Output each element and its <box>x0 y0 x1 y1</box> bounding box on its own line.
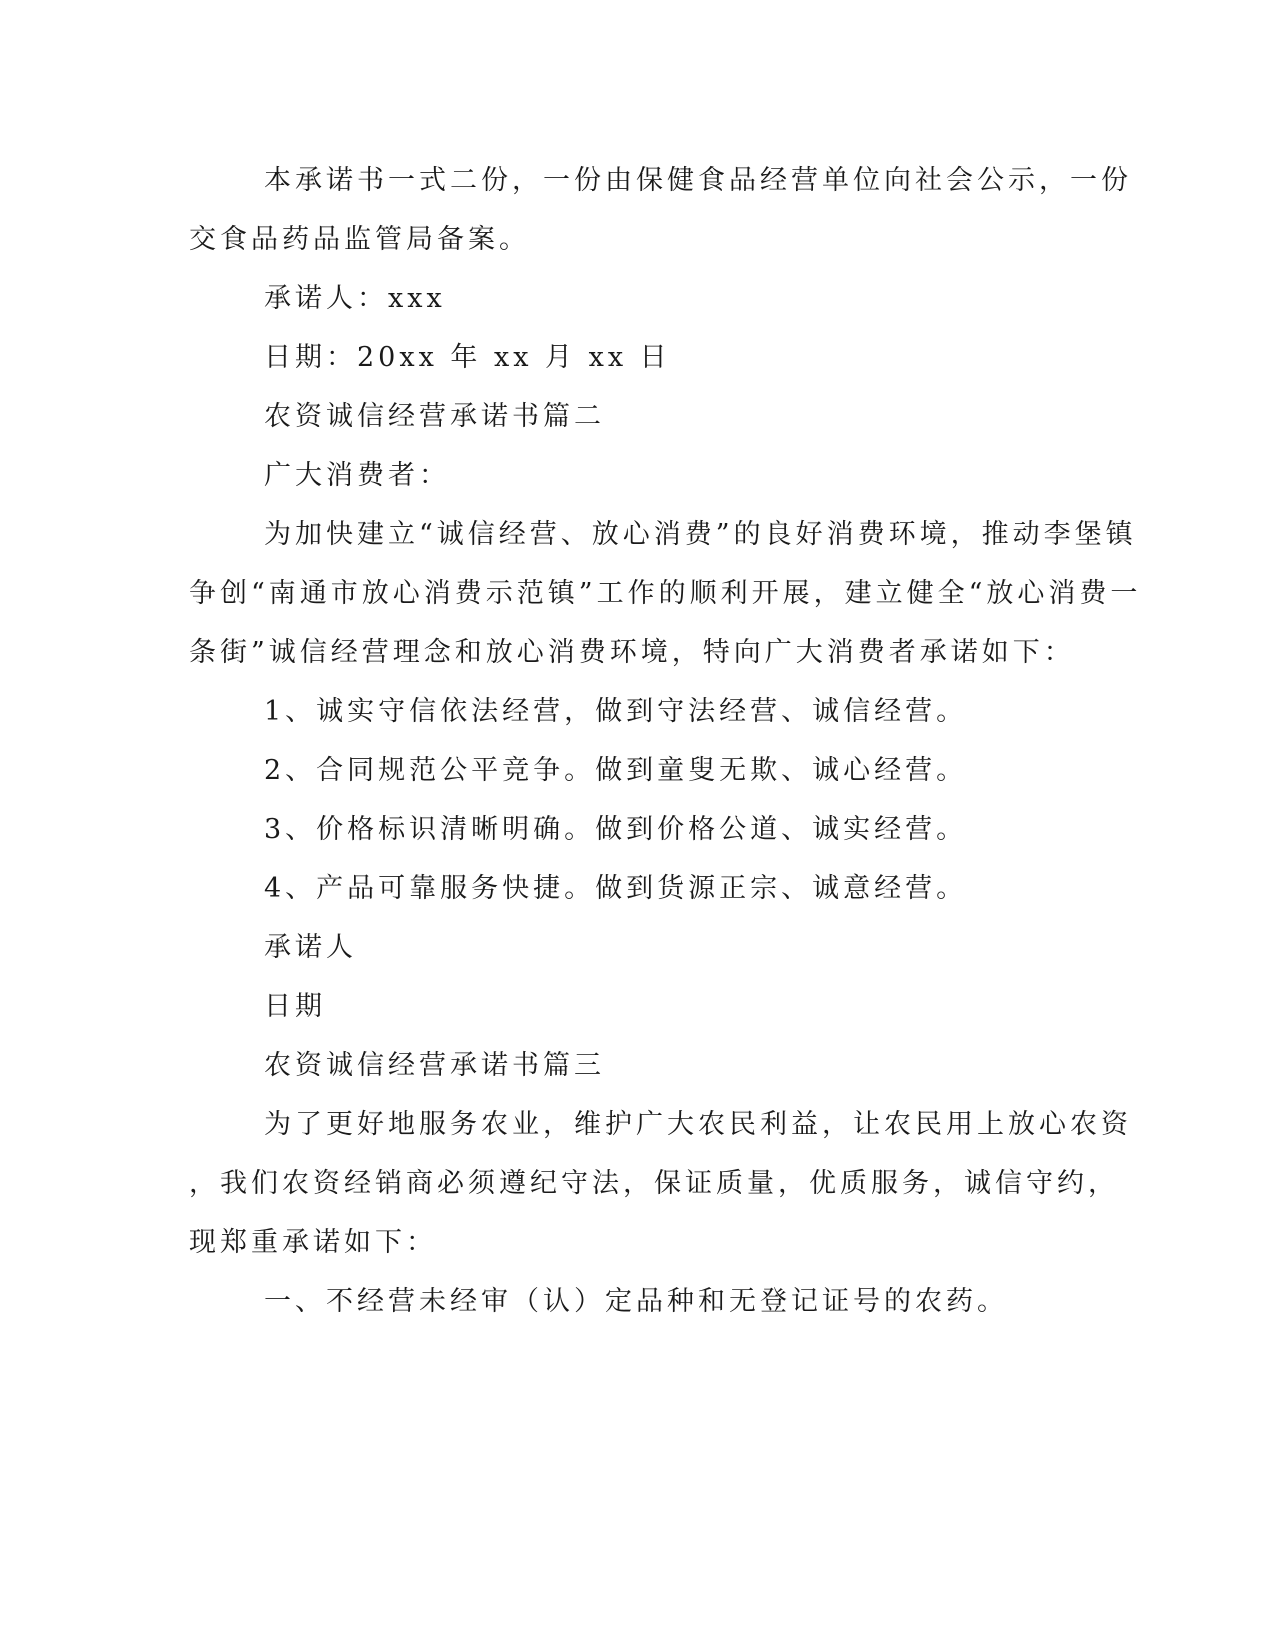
paragraph-line: 争创“南通市放心消费示范镇”工作的顺利开展，建立健全“放心消费一 <box>189 578 1142 609</box>
date-line: 日期 <box>264 991 326 1022</box>
paragraph-line: 条街”诚信经营理念和放心消费环境，特向广大消费者承诺如下： <box>189 637 1075 668</box>
paragraph-line: 现郑重承诺如下： <box>189 1227 437 1258</box>
date-line: 日期：20xx 年 xx 月 xx 日 <box>264 342 671 373</box>
paragraph-line: ，我们农资经销商必须遵纪守法，保证质量，优质服务，诚信守约， <box>189 1168 1119 1199</box>
list-item: 1、诚实守信依法经营，做到守法经营、诚信经营。 <box>264 696 968 727</box>
section-heading: 农资诚信经营承诺书篇三 <box>264 1050 605 1081</box>
paragraph-line: 为了更好地服务农业，维护广大农民利益，让农民用上放心农资 <box>264 1109 1132 1140</box>
salutation: 广大消费者： <box>264 460 450 491</box>
list-item: 3、价格标识清晰明确。做到价格公道、诚实经营。 <box>264 814 968 845</box>
list-item: 2、合同规范公平竞争。做到童叟无欺、诚心经营。 <box>264 755 968 786</box>
signer-line: 承诺人 <box>264 932 357 963</box>
paragraph-line: 本承诺书一式二份，一份由保健食品经营单位向社会公示，一份 <box>264 165 1132 196</box>
section-heading: 农资诚信经营承诺书篇二 <box>264 401 605 432</box>
signer-line: 承诺人：xxx <box>264 283 446 314</box>
paragraph-line: 交食品药品监管局备案。 <box>189 224 530 255</box>
list-item: 4、产品可靠服务快捷。做到货源正宗、诚意经营。 <box>264 873 968 904</box>
list-item: 一、不经营未经审（认）定品种和无登记证号的农药。 <box>264 1286 1008 1317</box>
paragraph-line: 为加快建立“诚信经营、放心消费”的良好消费环境，推动李堡镇 <box>264 519 1137 550</box>
